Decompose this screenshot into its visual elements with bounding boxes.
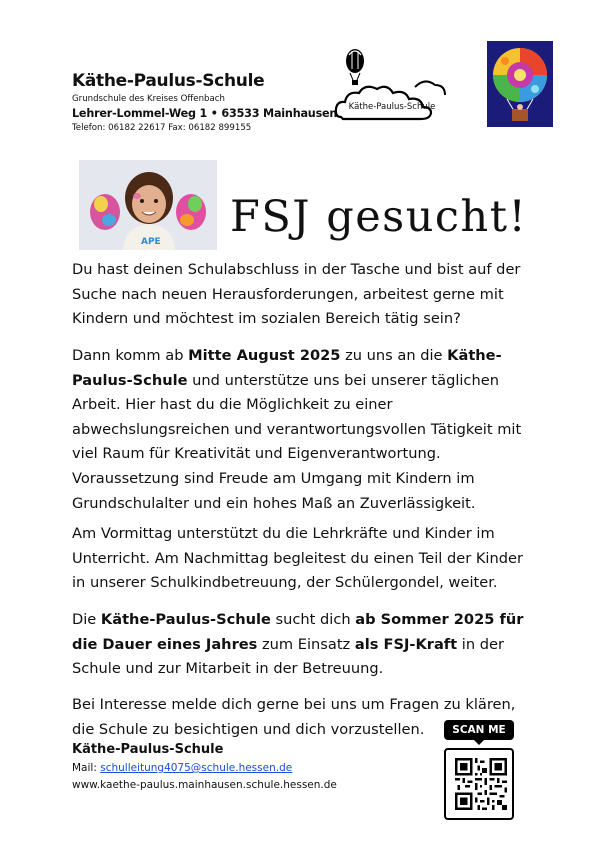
schedule-paragraph: Am Vormittag unterstützt du die Lehrkräfte und Kinder im Unterricht. Am Nachmittag begleitest du einen Teil der Kinder in unserer Schulkindbetreuung, der Schülergondel, weiter. (72, 525, 523, 592)
child-with-painted-hands-photo (79, 160, 217, 250)
svg-text:APE: APE (141, 237, 161, 247)
qr-code[interactable] (455, 758, 507, 810)
scan-me-label: SCAN ME (444, 720, 514, 740)
position-paragraph: Die Käthe-Paulus-Schule sucht dich ab Sommer 2025 für die Dauer eines Jahres zum Einsatz als FSJ-Kraft in der Schule und zur Mitarbeit in der Betreuung. (72, 611, 524, 678)
email-link[interactable]: schulleitung4075@schule.hessen.de (100, 762, 293, 774)
contact-name: Käthe-Paulus-Schule (72, 742, 224, 757)
balloon-cloud-logo (333, 47, 451, 127)
contact-website: www.kaethe-paulus.mainhausen.schule.hessen.de (72, 779, 337, 791)
contact-mail: Mail: schulleitung4075@schule.hessen.de (72, 762, 293, 774)
intro-paragraph: Du hast deinen Schulabschluss in der Tasche und bist auf der Suche nach neuen Herausforderungen, arbeitest gerne mit Kindern und möchtest im sozialen Bereich tätig sein? (72, 261, 521, 328)
interest-paragraph: Bei Interesse melde dich gerne bei uns um Fragen zu klären, die Schule zu besichtigen und dich vorzustellen. (72, 696, 516, 738)
scan-arrow-icon (474, 740, 484, 745)
logo-text: Käthe-Paulus-Schule (348, 102, 436, 112)
school-address: Lehrer-Lommel-Weg 1 • 63533 Mainhausen (72, 107, 338, 120)
school-subtitle: Grundschule des Kreises Offenbach (72, 94, 225, 104)
offer-paragraph: Dann komm ab Mitte August 2025 zu uns an die Käthe-Paulus-Schule und unterstütze uns bei unserer täglichen Arbeit. Hier hast du die Möglichkeit zu einer abwechslungsreichen und verantwortungsvollen Tätigkeit mit viel Raum für Kreativität und Eigenverantwortung. Voraussetzung sind Freude am Umgang mit Kindern im Grundschulalter und ein hohes Maß an Zuverlässigkeit. (72, 347, 522, 512)
headline: FSJ gesucht! (230, 192, 528, 242)
colorful-balloon-artwork (487, 41, 553, 127)
school-phone-fax: Telefon: 06182 22617 Fax: 06182 899155 (72, 123, 252, 133)
school-name: Käthe-Paulus-Schule (72, 71, 265, 91)
